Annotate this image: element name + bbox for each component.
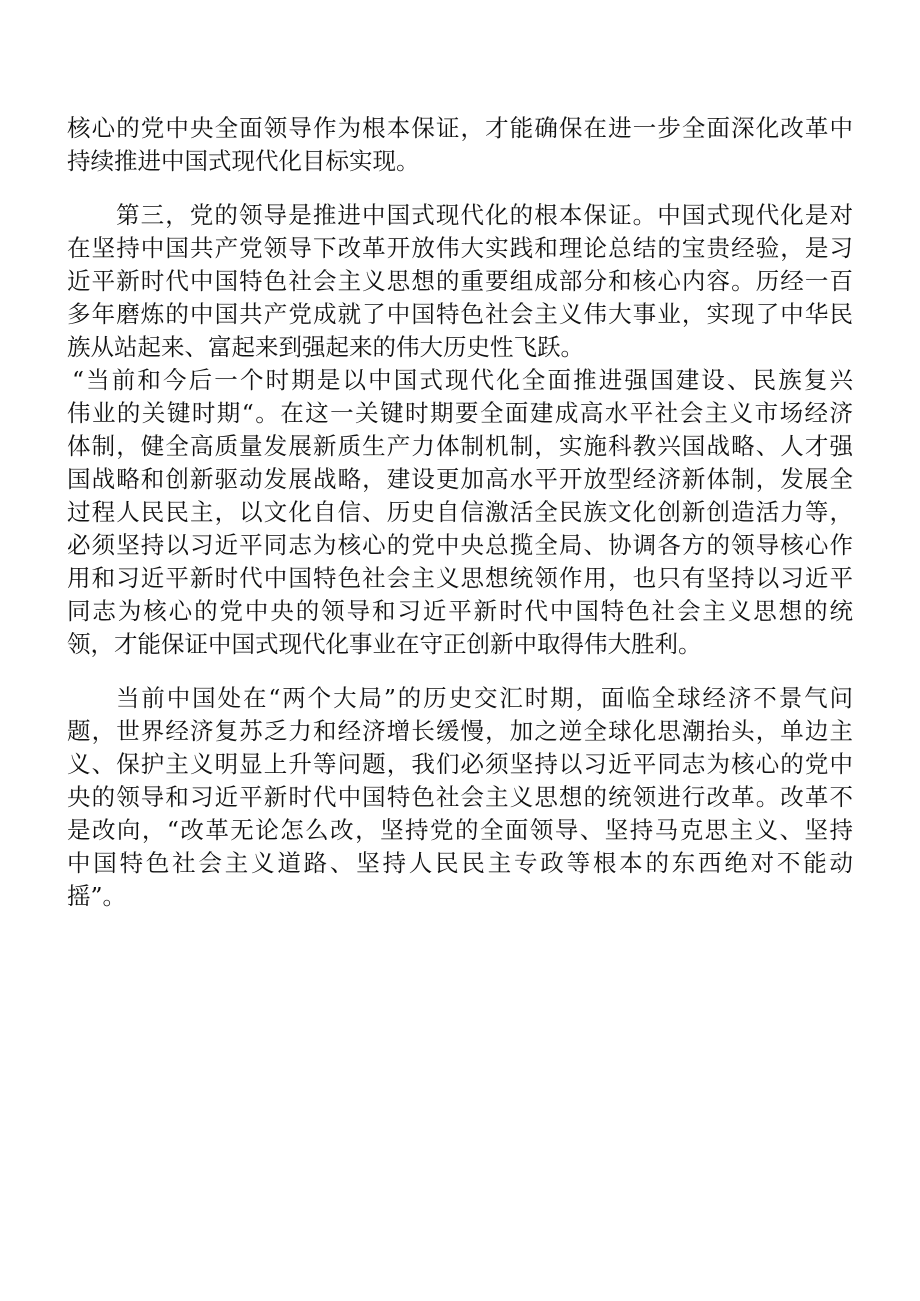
- paragraph-3-line-9: 领，才能保证中国式现代化事业在守正创新中取得伟大胜利。: [67, 630, 702, 658]
- paragraph-2-line-3: 近平新时代中国特色社会主义思想的重要组成部分和核心内容。历经一百: [67, 267, 853, 295]
- paragraph-3-line-4: 国战略和创新驱动发展战略，建设更加高水平开放型经济新体制，发展全: [67, 465, 853, 493]
- paragraph-gap: [67, 178, 853, 199]
- paragraph-1-line-2: 持续推进中国式现代化目标实现。: [67, 147, 420, 175]
- paragraph-1-line-1: 核心的党中央全面领导作为根本保证，才能确保在进一步全面深化改革中: [67, 114, 853, 142]
- paragraph-2-line-5: 族从站起来、富起来到强起来的伟大历史性飞跃。: [67, 333, 584, 361]
- paragraph-3-line-8: 同志为核心的党中央的领导和习近平新时代中国特色社会主义思想的统: [67, 597, 853, 625]
- paragraph-4-line-5: 是改向，“改革无论怎么改，坚持党的全面领导、坚持马克思主义、坚持: [67, 816, 853, 844]
- paragraph-3-line-6: 必须坚持以习近平同志为核心的党中央总揽全局、协调各方的领导核心作: [67, 531, 853, 559]
- paragraph-gap: [67, 661, 853, 682]
- paragraph-3-line-2: 伟业的关键时期“。在这一关键时期要全面建成高水平社会主义市场经济: [67, 399, 853, 427]
- paragraph-4-line-6: 中国特色社会主义道路、坚持人民民主专政等根本的东西绝对不能动: [67, 849, 853, 877]
- paragraph-4-line-4: 央的领导和习近平新时代中国特色社会主义思想的统领进行改革。改革不: [67, 783, 853, 811]
- paragraph-3-line-5: 过程人民民主，以文化自信、历史自信激活全民族文化创新创造活力等，: [67, 498, 853, 526]
- paragraph-4-line-2: 题，世界经济复苏乏力和经济增长缓慢，加之逆全球化思潮抬头，单边主: [67, 717, 853, 745]
- paragraph-2-line-1: 第三，党的领导是推进中国式现代化的根本保证。中国式现代化是对: [116, 201, 853, 229]
- paragraph-2-line-2: 在坚持中国共产党领导下改革开放伟大实践和理论总结的宝贵经验，是习: [67, 234, 853, 262]
- paragraph-3-line-1: “当前和今后一个时期是以中国式现代化全面推进强国建设、民族复兴: [72, 366, 853, 394]
- paragraph-4-line-1: 当前中国处在“两个大局”的历史交汇时期，面临全球经济不景气问: [116, 684, 853, 712]
- paragraph-3-line-7: 用和习近平新时代中国特色社会主义思想统领作用，也只有坚持以习近平: [67, 564, 853, 592]
- document-body: [67, 112, 853, 913]
- paragraph-4-line-3: 义、保护主义明显上升等问题，我们必须坚持以习近平同志为核心的党中: [67, 750, 853, 778]
- paragraph-4-line-7: 摇”。: [67, 882, 127, 910]
- paragraph-3-line-3: 体制，健全高质量发展新质生产力体制机制，实施科教兴国战略、人才强: [67, 432, 853, 460]
- paragraph-2-line-4: 多年磨炼的中国共产党成就了中国特色社会主义伟大事业，实现了中华民: [67, 300, 853, 328]
